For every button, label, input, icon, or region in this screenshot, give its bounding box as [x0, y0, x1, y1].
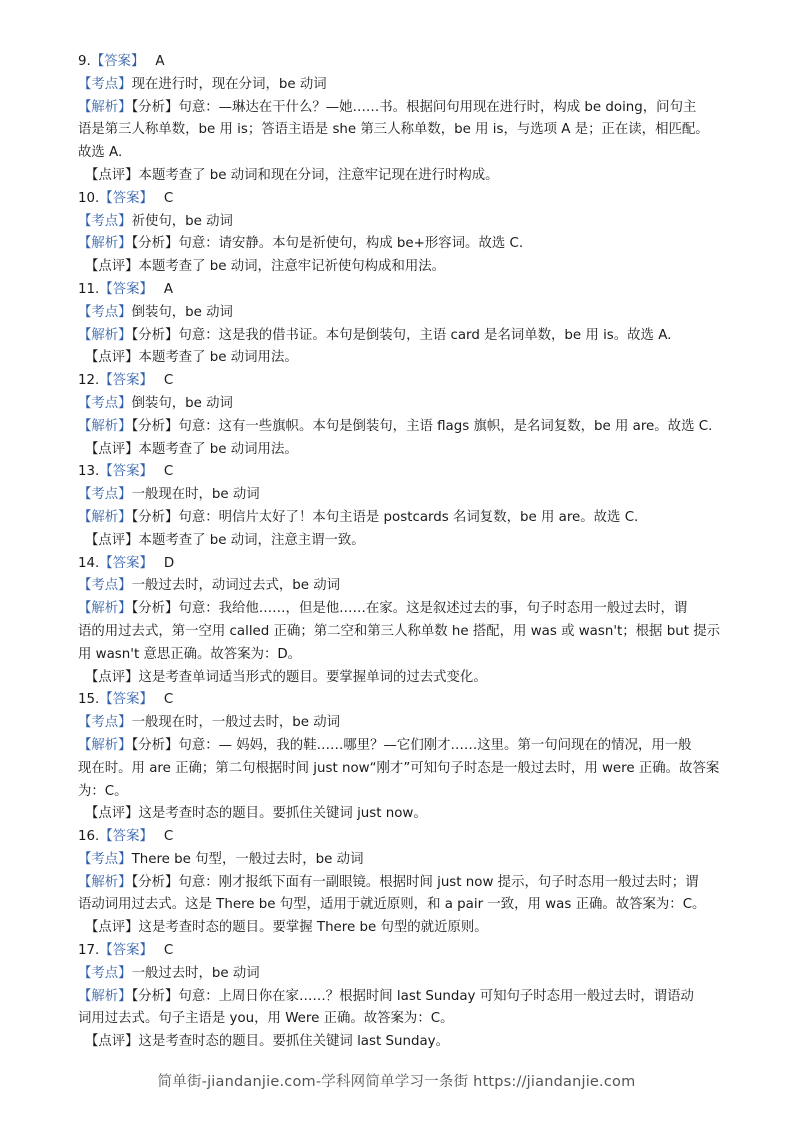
- comment-line: 【点评】本题考查了 be 动词用法。: [85, 350, 298, 366]
- answer-value: C: [163, 464, 174, 480]
- analysis-text: 【分析】句意：上周日你在家……？根据时间 last Sunday 可知句子时态用一般过去时，谓语动: [131, 988, 694, 1004]
- answer-value: C: [163, 943, 174, 959]
- question-number: 15.: [78, 692, 100, 708]
- jiexi-tag: 【解析】: [78, 874, 132, 890]
- analysis-text: 【分析】句意：我给他……，但是他……在家。这是叙述过去的事，句子时态用一般过去时，谓: [131, 601, 688, 617]
- answer-line: [78, 689, 728, 712]
- answer-line: [78, 279, 728, 302]
- comment-line: 【点评】这是考查时态的题目。要抓住关键词 just now。: [85, 806, 427, 822]
- kaodian-tag: 【考点】: [78, 213, 132, 229]
- comment-line: 【点评】本题考查了 be 动词，注意牢记祈使句构成和用法。: [85, 259, 446, 275]
- comment-line: 【点评】这是考查时态的题目。要抓住关键词 last Sunday。: [85, 1034, 449, 1050]
- comment-line: 【点评】这是考查单词适当形式的题目。要掌握单词的过去式变化。: [85, 669, 487, 685]
- comment-line: 【点评】本题考查了 be 动词用法。: [85, 441, 298, 457]
- answer-tag: 【答案】: [99, 190, 153, 206]
- kaodian-tag: 【考点】: [78, 487, 132, 503]
- answer-tag: 【答案】: [99, 943, 153, 959]
- question-number: 13.: [78, 464, 100, 480]
- jiexi-tag: 【解析】: [78, 327, 132, 343]
- answer-tag: 【答案】: [99, 464, 153, 480]
- analysis-text: 【分析】句意：—琳达在干什么？—她……书。根据问句用现在进行时，构成 be doing，问句主: [131, 99, 697, 115]
- kaodian-text: 现在进行时，现在分词，be 动词: [131, 76, 327, 92]
- kaodian-text: There be 句型，一般过去时，be 动词: [131, 851, 364, 867]
- kaodian-tag: 【考点】: [78, 851, 132, 867]
- analysis-line: [78, 621, 728, 644]
- analysis-text: 词用过去式。句子主语是 you，用 Were 正确。故答案为：C。: [78, 1011, 454, 1027]
- analysis-text: 现在时。用 are 正确；第二句根据时间 just now“刚才”可知句子时态是一般过去时，用 were 正确。故答案: [78, 760, 720, 776]
- answer-document: [78, 51, 728, 1054]
- answer-value: C: [163, 829, 174, 845]
- page-footer: 简单街-jiandanjie.com-学科网简单学习一条街 https://jiandanjie.com: [157, 1074, 636, 1090]
- analysis-line: [78, 644, 728, 667]
- kaodian-text: 一般过去时，动词过去式，be 动词: [131, 578, 341, 594]
- analysis-text: 【分析】句意：明信片太好了！本句主语是 postcards 名词复数，be 用 are。故选 C.: [131, 509, 639, 525]
- kaodian-text: 一般过去时，be 动词: [131, 965, 260, 981]
- question-number: 14.: [78, 555, 100, 571]
- kaodian-tag: 【考点】: [78, 715, 132, 731]
- kaodian-text: 倒装句，be 动词: [131, 304, 233, 320]
- analysis-line: [78, 986, 728, 1009]
- question-number: 12.: [78, 373, 100, 389]
- answer-value: A: [155, 54, 165, 69]
- jiexi-tag: 【解析】: [78, 236, 132, 252]
- comment-line: 【点评】这是考查时态的题目。要掌握 There be 句型的就近原则。: [85, 920, 488, 936]
- answer-item: [78, 826, 728, 940]
- analysis-line: [78, 894, 728, 917]
- answer-item: [78, 553, 728, 690]
- analysis-line: [78, 781, 728, 804]
- analysis-text: 为：C。: [78, 783, 128, 799]
- answer-line: [78, 940, 728, 963]
- kaodian-text: 一般现在时，be 动词: [131, 487, 260, 503]
- analysis-line: [78, 598, 728, 621]
- answer-line: [78, 51, 728, 74]
- kaodian-text: 祈使句，be 动词: [131, 213, 233, 229]
- analysis-text: 【分析】句意：这有一些旗帜。本句是倒装句，主语 flags 旗帜，是名词复数，be 用 are。故选 C.: [131, 418, 713, 434]
- kaodian-line: [78, 712, 728, 735]
- analysis-text: 【分析】句意：请安静。本句是祈使句，构成 be+形容词。故选 C.: [131, 236, 524, 252]
- kaodian-line: [78, 302, 728, 325]
- analysis-text: 故选 A.: [78, 145, 123, 161]
- answer-item: [78, 188, 728, 279]
- answer-tag: 【答案】: [99, 555, 153, 571]
- kaodian-line: [78, 484, 728, 507]
- answer-value: C: [163, 190, 174, 206]
- answer-item: [78, 370, 728, 461]
- analysis-line: [78, 233, 728, 256]
- analysis-line: [78, 142, 728, 165]
- answer-item: [78, 51, 728, 188]
- kaodian-tag: 【考点】: [78, 76, 132, 92]
- answer-line: [78, 188, 728, 211]
- kaodian-line: [78, 74, 728, 97]
- answer-line: [78, 553, 728, 576]
- jiexi-tag: 【解析】: [78, 418, 132, 434]
- kaodian-line: [78, 575, 728, 598]
- answer-tag: 【答案】: [99, 281, 153, 297]
- question-number: 9.: [78, 54, 91, 69]
- comment-line: 【点评】本题考查了 be 动词和现在分词，注意牢记现在进行时构成。: [85, 167, 499, 183]
- analysis-text: 【分析】句意：— 妈妈，我的鞋……哪里？—它们刚才……这里。第一句问现在的情况，用一般: [131, 737, 692, 753]
- answer-value: A: [163, 281, 174, 297]
- analysis-text: 用 wasn't 意思正确。故答案为：D。: [78, 646, 302, 662]
- analysis-text: 语动词用过去式。这是 There be 句型，适用于就近原则，和 a pair 一致，用 was 正确。故答案为：C。: [78, 897, 706, 913]
- question-number: 16.: [78, 829, 100, 845]
- jiexi-tag: 【解析】: [78, 737, 132, 753]
- kaodian-line: [78, 849, 728, 872]
- kaodian-line: [78, 211, 728, 234]
- answer-item: [78, 461, 728, 552]
- kaodian-tag: 【考点】: [78, 578, 132, 594]
- analysis-line: [78, 758, 728, 781]
- answer-item: [78, 940, 728, 1054]
- analysis-text: 【分析】句意：这是我的借书证。本句是倒装句，主语 card 是名词单数，be 用 is。故选 A.: [131, 327, 672, 343]
- question-number: 11.: [78, 281, 100, 297]
- answer-tag: 【答案】: [99, 692, 153, 708]
- jiexi-tag: 【解析】: [78, 509, 132, 525]
- answer-item: [78, 689, 728, 826]
- analysis-line: [78, 1008, 728, 1031]
- jiexi-tag: 【解析】: [78, 99, 132, 115]
- kaodian-line: [78, 393, 728, 416]
- answer-tag: 【答案】: [90, 54, 145, 69]
- answer-value: D: [163, 555, 175, 571]
- kaodian-tag: 【考点】: [78, 395, 132, 411]
- analysis-text: 语的用过去式，第一空用 called 正确；第二空和第三人称单数 he 搭配，用 was 或 wasn't；根据 but 提示: [78, 623, 720, 639]
- analysis-line: [78, 97, 728, 120]
- analysis-text: 【分析】句意：刚才报纸下面有一副眼镜。根据时间 just now 提示，句子时态用一般过去时；谓: [131, 874, 699, 890]
- kaodian-tag: 【考点】: [78, 304, 132, 320]
- question-number: 17.: [78, 943, 100, 959]
- answer-tag: 【答案】: [99, 829, 153, 845]
- kaodian-text: 一般现在时，一般过去时，be 动词: [131, 715, 341, 731]
- comment-line: 【点评】本题考查了 be 动词，注意主谓一致。: [85, 532, 365, 548]
- analysis-line: [78, 119, 728, 142]
- analysis-line: [78, 872, 728, 895]
- analysis-line: [78, 735, 728, 758]
- analysis-text: 语是第三人称单数，be 用 is；答语主语是 she 第三人称单数，be 用 is，与选项 A 是；正在读，相匹配。: [78, 122, 709, 138]
- answer-tag: 【答案】: [99, 373, 153, 389]
- kaodian-tag: 【考点】: [78, 965, 132, 981]
- answer-line: [78, 826, 728, 849]
- kaodian-line: [78, 963, 728, 986]
- question-number: 10.: [78, 190, 100, 206]
- answer-value: C: [163, 692, 174, 708]
- analysis-line: [78, 416, 728, 439]
- jiexi-tag: 【解析】: [78, 601, 132, 617]
- answer-line: [78, 461, 728, 484]
- analysis-line: [78, 325, 728, 348]
- jiexi-tag: 【解析】: [78, 988, 132, 1004]
- answer-item: [78, 279, 728, 370]
- kaodian-text: 倒装句，be 动词: [131, 395, 233, 411]
- analysis-line: [78, 507, 728, 530]
- answer-value: C: [163, 373, 174, 389]
- answer-line: [78, 370, 728, 393]
